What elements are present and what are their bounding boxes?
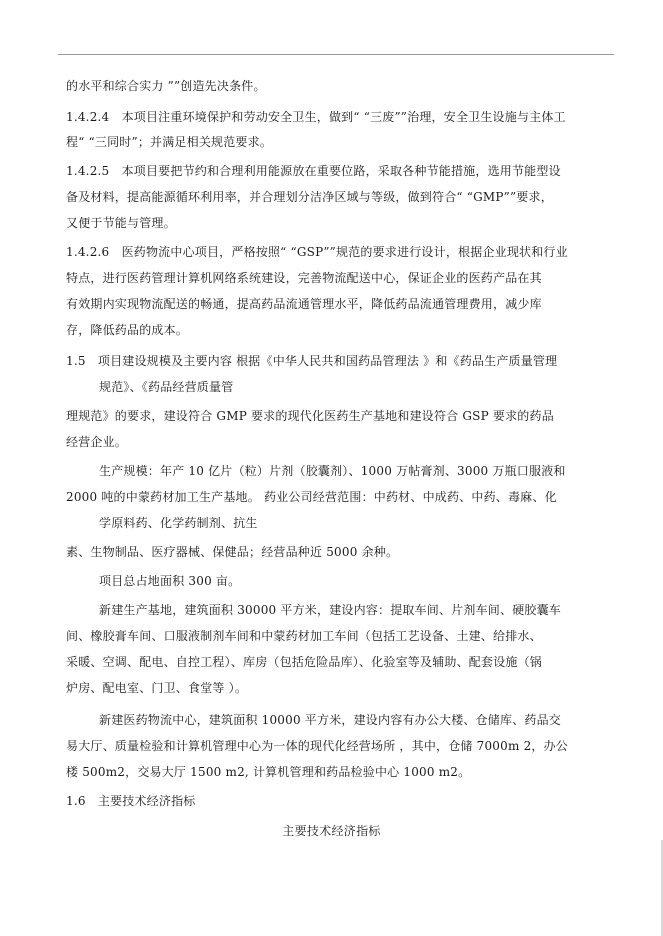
text-line-6: 又便于节能与管理。 <box>66 216 176 230</box>
text-line-25: 易大厅、质量检验和计算机管理中心为一体的现代化经营场所 ，其中，仓储 7000m 2，办公 <box>66 739 568 753</box>
text-line-13: 理规范》的要求，建设符合 GMP 要求的现代化医药生产基地和建设符合 GSP 要求的药品 <box>66 409 554 423</box>
text-line-24: 新建医药物流中心，建筑面积 10000 平方米，建设内容有办公大楼、仓储库、药品交 <box>99 713 562 727</box>
text-line-2: 1.4.2.4 本项目注重环境保护和劳动安全卫生，做到“ “三废””治理，安全卫生设施与主体工 <box>66 110 566 124</box>
text-line-3: 程“ “三同时”；并满足相关规范要求。 <box>66 135 273 149</box>
text-line-26: 楼 500m2，交易大厅 1500 m2, 计算机管理和药品检验中心 1000 m2。 <box>66 765 471 779</box>
text-line-7: 1.4.2.6 医药物流中心项目，严格按照“ “GSP””规范的要求进行设计，根据企业现状和行业 <box>66 245 568 259</box>
text-line-10: 存，降低药品的成本。 <box>66 323 189 337</box>
text-line-23: 炉房、配电室、门卫、食堂等 ）。 <box>66 681 248 695</box>
header-rule <box>58 54 614 55</box>
text-line-18: 素、生物制品、医疗器械、保健品；经营品种近 5000 余种。 <box>66 545 399 559</box>
text-line-17: 学原料药、化学药制剂、抗生 <box>99 516 258 530</box>
text-line-4: 1.4.2.5 本项目要把节约和合理利用能源放在重要位路，采取各种节能措施，选用节能型设 <box>66 164 561 178</box>
text-line-15: 生产规模：年产 10 亿片（粒）片剂（胶囊剂）、1000 万帖膏剂、3000 万瓶口服液和 <box>99 464 566 478</box>
text-line-14: 经营企业。 <box>66 435 128 449</box>
text-line-21: 间、橡胶膏车间、口服液制剂车间和中蒙药材加工车间（包括工艺设备、土建、给排水、 <box>66 629 542 643</box>
text-line-8: 特点，进行医药管理计算机网络系统建设，完善物流配送中心，保证企业的医药产品在其 <box>66 271 542 285</box>
text-line-9: 有效期内实现物流配送的畅通，提高药品流通管理水平，降低药品流通管理费用，减少库 <box>66 297 542 311</box>
text-line-20: 新建生产基地，建筑面积 30000 平方米，建设内容：提取车间、片剂车间、硬胶囊车 <box>99 603 562 617</box>
text-line-1: 的水平和综合实力 ””创造先决条件。 <box>66 79 266 93</box>
text-line-19: 项目总占地面积 300 亩。 <box>99 574 241 588</box>
text-line-5: 备及材料，提高能源循环利用率，并合理划分洁净区域与等级，做到符合“ “GMP””要求， <box>66 190 553 204</box>
text-line-27: 1.6 主要技术经济指标 <box>66 794 196 808</box>
text-line-11: 1.5 项目建设规模及主要内容 根据《中华人民共和国药品管理法 》和《药品生产质量管理 <box>66 354 558 368</box>
text-line-22: 采暖、空调、配电、自控工程）、库房（包括危险品库）、化验室等及辅助、配套设施（锅 <box>66 655 543 669</box>
table-title: 主要技术经济指标 <box>282 824 381 838</box>
text-line-16: 2000 吨的中蒙药材加工生产基地。 药业公司经营范围：中药材、中成药、中药、毒麻、化 <box>66 490 557 504</box>
text-line-12: 规范》、《药品经营质量管 <box>99 380 234 394</box>
